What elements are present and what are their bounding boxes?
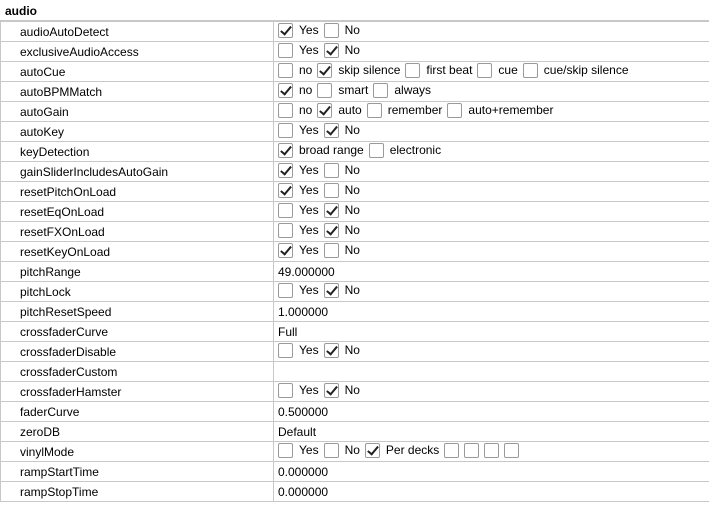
option-no[interactable]	[324, 163, 360, 178]
option-label: No	[344, 383, 360, 397]
setting-key: crossfaderCurve	[1, 322, 274, 342]
checkbox[interactable]	[278, 103, 293, 118]
option-broad-range[interactable]	[278, 143, 364, 158]
checkbox[interactable]	[324, 343, 339, 358]
setting-value-cell	[274, 362, 709, 382]
checkbox[interactable]	[278, 223, 293, 238]
option-no[interactable]	[324, 203, 360, 218]
checkbox[interactable]	[504, 443, 519, 458]
setting-value-cell	[274, 402, 709, 422]
option-label: Per decks	[385, 443, 440, 457]
option-no[interactable]	[324, 383, 360, 398]
checkbox[interactable]	[317, 83, 332, 98]
setting-row-crossfader-hamster	[1, 382, 709, 402]
option-label: always	[394, 83, 432, 97]
option-label: Yes	[299, 163, 319, 177]
checkbox[interactable]	[444, 443, 459, 458]
setting-row-ramp-start-time	[1, 462, 709, 482]
setting-row-crossfader-disable	[1, 342, 709, 362]
setting-key: crossfaderDisable	[1, 342, 274, 362]
option-no[interactable]	[324, 183, 360, 198]
setting-key: crossfaderHamster	[1, 382, 274, 402]
option-label: Yes	[299, 23, 319, 37]
option-label: Yes	[299, 43, 319, 57]
setting-key: zeroDB	[1, 422, 274, 442]
option-label: Yes	[299, 343, 319, 357]
checkbox[interactable]	[278, 123, 293, 138]
setting-row-key-detection	[1, 142, 709, 162]
setting-row-vinyl-mode	[1, 442, 709, 462]
setting-row-auto-cue	[1, 62, 709, 82]
checkbox[interactable]	[317, 63, 332, 78]
setting-key: rampStopTime	[1, 482, 274, 502]
option-yes[interactable]	[278, 183, 319, 198]
option-label: Yes	[299, 443, 319, 457]
checkbox[interactable]	[324, 223, 339, 238]
option-label: remember	[387, 103, 443, 117]
setting-value-cell	[274, 482, 709, 502]
setting-key: resetPitchOnLoad	[1, 182, 274, 202]
setting-value-cell	[274, 42, 709, 62]
setting-value[interactable]: Default	[278, 424, 317, 439]
setting-key: autoCue	[1, 62, 274, 82]
option-label: skip silence	[338, 63, 401, 77]
setting-value-cell	[274, 222, 709, 242]
setting-key: crossfaderCustom	[1, 362, 274, 382]
option-yes[interactable]	[278, 243, 319, 258]
option-label: No	[344, 343, 360, 357]
checkbox[interactable]	[324, 443, 339, 458]
checkbox[interactable]	[369, 143, 384, 158]
option-label: No	[344, 163, 360, 177]
setting-key: rampStartTime	[1, 462, 274, 482]
setting-key: pitchRange	[1, 262, 274, 282]
setting-key: resetFXOnLoad	[1, 222, 274, 242]
option-no[interactable]	[278, 83, 312, 98]
option-cue[interactable]	[477, 63, 517, 78]
setting-value-cell	[274, 462, 709, 482]
setting-row-reset-key-on-load	[1, 242, 709, 262]
option-unlabeled-4[interactable]	[464, 443, 479, 458]
checkbox[interactable]	[324, 43, 339, 58]
setting-key: faderCurve	[1, 402, 274, 422]
option-unlabeled-6[interactable]	[504, 443, 519, 458]
setting-row-reset-pitch-on-load	[1, 182, 709, 202]
setting-value-cell	[274, 282, 709, 302]
option-label: No	[344, 43, 360, 57]
checkbox[interactable]	[278, 183, 293, 198]
option-label: No	[344, 243, 360, 257]
setting-row-pitch-range	[1, 262, 709, 282]
checkbox[interactable]	[278, 343, 293, 358]
setting-key: gainSliderIncludesAutoGain	[1, 162, 274, 182]
option-label: no	[299, 63, 313, 77]
checkbox[interactable]	[278, 63, 293, 78]
option-label: broad range	[299, 143, 364, 157]
setting-value[interactable]: 49.000000	[278, 264, 335, 279]
checkbox[interactable]	[324, 163, 339, 178]
option-label: Yes	[299, 223, 319, 237]
setting-value-cell	[274, 202, 709, 222]
setting-value-cell	[274, 182, 709, 202]
checkbox[interactable]	[365, 443, 380, 458]
option-label: auto	[338, 103, 362, 117]
setting-row-auto-gain	[1, 102, 709, 122]
option-label: electronic	[389, 143, 442, 157]
checkbox[interactable]	[464, 443, 479, 458]
option-label: cue/skip silence	[543, 63, 629, 77]
setting-row-exclusive-audio-access	[1, 42, 709, 62]
setting-value[interactable]: 0.500000	[278, 404, 329, 419]
setting-value-cell	[274, 442, 709, 462]
option-label: Yes	[299, 243, 319, 257]
setting-value-cell	[274, 102, 709, 122]
option-label: No	[344, 283, 360, 297]
setting-row-reset-fxon-load	[1, 222, 709, 242]
section-title: audio	[5, 4, 37, 18]
checkbox[interactable]	[523, 63, 538, 78]
checkbox[interactable]	[278, 243, 293, 258]
checkbox[interactable]	[324, 383, 339, 398]
setting-value[interactable]: 0.000000	[278, 464, 329, 479]
option-label: No	[344, 123, 360, 137]
setting-value-cell	[274, 62, 709, 82]
option-label: No	[344, 443, 360, 457]
setting-row-crossfader-curve	[1, 322, 709, 342]
option-label: smart	[338, 83, 369, 97]
checkbox[interactable]	[278, 283, 293, 298]
option-auto-remember[interactable]	[447, 103, 553, 118]
option-no[interactable]	[324, 23, 360, 38]
option-label: Yes	[299, 183, 319, 197]
option-label: no	[299, 83, 313, 97]
option-unlabeled-3[interactable]	[444, 443, 459, 458]
option-yes[interactable]	[278, 383, 319, 398]
setting-value-cell	[274, 242, 709, 262]
setting-value-cell	[274, 22, 709, 42]
checkbox[interactable]	[278, 23, 293, 38]
setting-value-cell	[274, 262, 709, 282]
setting-value[interactable]: 0.000000	[278, 484, 329, 499]
option-no[interactable]	[278, 103, 312, 118]
option-yes[interactable]	[278, 43, 319, 58]
setting-value-cell	[274, 342, 709, 362]
setting-row-pitch-reset-speed	[1, 302, 709, 322]
checkbox[interactable]	[324, 203, 339, 218]
option-yes[interactable]	[278, 163, 319, 178]
checkbox[interactable]	[278, 443, 293, 458]
setting-row-auto-bpmmatch	[1, 82, 709, 102]
option-yes[interactable]	[278, 123, 319, 138]
setting-key: autoGain	[1, 102, 274, 122]
setting-value-cell	[274, 302, 709, 322]
setting-row-reset-eq-on-load	[1, 202, 709, 222]
settings-table-body	[1, 22, 709, 502]
option-yes[interactable]	[278, 203, 319, 218]
option-no[interactable]	[324, 123, 360, 138]
checkbox[interactable]	[324, 243, 339, 258]
checkbox[interactable]	[447, 103, 462, 118]
checkbox[interactable]	[278, 163, 293, 178]
option-electronic[interactable]	[369, 143, 441, 158]
setting-row-gain-slider-includes-auto-gain	[1, 162, 709, 182]
option-auto[interactable]	[317, 103, 361, 118]
setting-key: autoBPMMatch	[1, 82, 274, 102]
option-no[interactable]	[324, 283, 360, 298]
section-header	[0, 0, 709, 21]
option-label: first beat	[426, 63, 473, 77]
setting-row-ramp-stop-time	[1, 482, 709, 502]
option-yes[interactable]	[278, 283, 319, 298]
setting-key: autoKey	[1, 122, 274, 142]
option-no[interactable]	[324, 443, 360, 458]
option-no[interactable]	[324, 343, 360, 358]
setting-value-cell	[274, 422, 709, 442]
option-label: No	[344, 23, 360, 37]
option-label: Yes	[299, 283, 319, 297]
setting-key: pitchResetSpeed	[1, 302, 274, 322]
setting-key: keyDetection	[1, 142, 274, 162]
checkbox[interactable]	[278, 383, 293, 398]
checkbox[interactable]	[278, 83, 293, 98]
checkbox[interactable]	[324, 123, 339, 138]
checkbox[interactable]	[278, 43, 293, 58]
setting-row-auto-key	[1, 122, 709, 142]
setting-value-cell	[274, 82, 709, 102]
setting-value-cell	[274, 122, 709, 142]
option-label: no	[299, 103, 313, 117]
option-no[interactable]	[324, 243, 360, 258]
option-cue-skip-silence[interactable]	[523, 63, 629, 78]
settings-table	[0, 21, 709, 502]
setting-value-cell	[274, 322, 709, 342]
checkbox[interactable]	[324, 183, 339, 198]
setting-key: pitchLock	[1, 282, 274, 302]
setting-row-crossfader-custom	[1, 362, 709, 382]
setting-key: vinylMode	[1, 442, 274, 462]
setting-row-pitch-lock	[1, 282, 709, 302]
checkbox[interactable]	[324, 23, 339, 38]
option-always[interactable]	[373, 83, 431, 98]
setting-key: exclusiveAudioAccess	[1, 42, 274, 62]
checkbox[interactable]	[477, 63, 492, 78]
checkbox[interactable]	[484, 443, 499, 458]
checkbox[interactable]	[324, 283, 339, 298]
option-label: Yes	[299, 203, 319, 217]
setting-row-audio-auto-detect	[1, 22, 709, 42]
checkbox[interactable]	[373, 83, 388, 98]
option-yes[interactable]	[278, 223, 319, 238]
setting-row-zero-db	[1, 422, 709, 442]
option-smart[interactable]	[317, 83, 368, 98]
option-per-decks[interactable]	[365, 443, 439, 458]
setting-value-cell	[274, 142, 709, 162]
option-no[interactable]	[324, 223, 360, 238]
setting-key: audioAutoDetect	[1, 22, 274, 42]
option-label: No	[344, 203, 360, 217]
setting-value-cell	[274, 162, 709, 182]
checkbox[interactable]	[367, 103, 382, 118]
option-label: Yes	[299, 383, 319, 397]
option-first-beat[interactable]	[405, 63, 472, 78]
setting-value-cell	[274, 382, 709, 402]
option-skip-silence[interactable]	[317, 63, 400, 78]
setting-key: resetEqOnLoad	[1, 202, 274, 222]
checkbox[interactable]	[278, 143, 293, 158]
option-no[interactable]	[324, 43, 360, 58]
option-yes[interactable]	[278, 443, 319, 458]
setting-key: resetKeyOnLoad	[1, 242, 274, 262]
checkbox[interactable]	[278, 203, 293, 218]
setting-row-fader-curve	[1, 402, 709, 422]
option-label: No	[344, 223, 360, 237]
option-yes[interactable]	[278, 23, 319, 38]
checkbox[interactable]	[317, 103, 332, 118]
checkbox[interactable]	[405, 63, 420, 78]
option-yes[interactable]	[278, 343, 319, 358]
setting-value[interactable]: 1.000000	[278, 304, 329, 319]
setting-value[interactable]: Full	[278, 324, 298, 339]
option-label: No	[344, 183, 360, 197]
option-remember[interactable]	[367, 103, 443, 118]
option-unlabeled-5[interactable]	[484, 443, 499, 458]
option-label: auto+remember	[468, 103, 554, 117]
option-no[interactable]	[278, 63, 312, 78]
option-label: Yes	[299, 123, 319, 137]
option-label: cue	[498, 63, 518, 77]
